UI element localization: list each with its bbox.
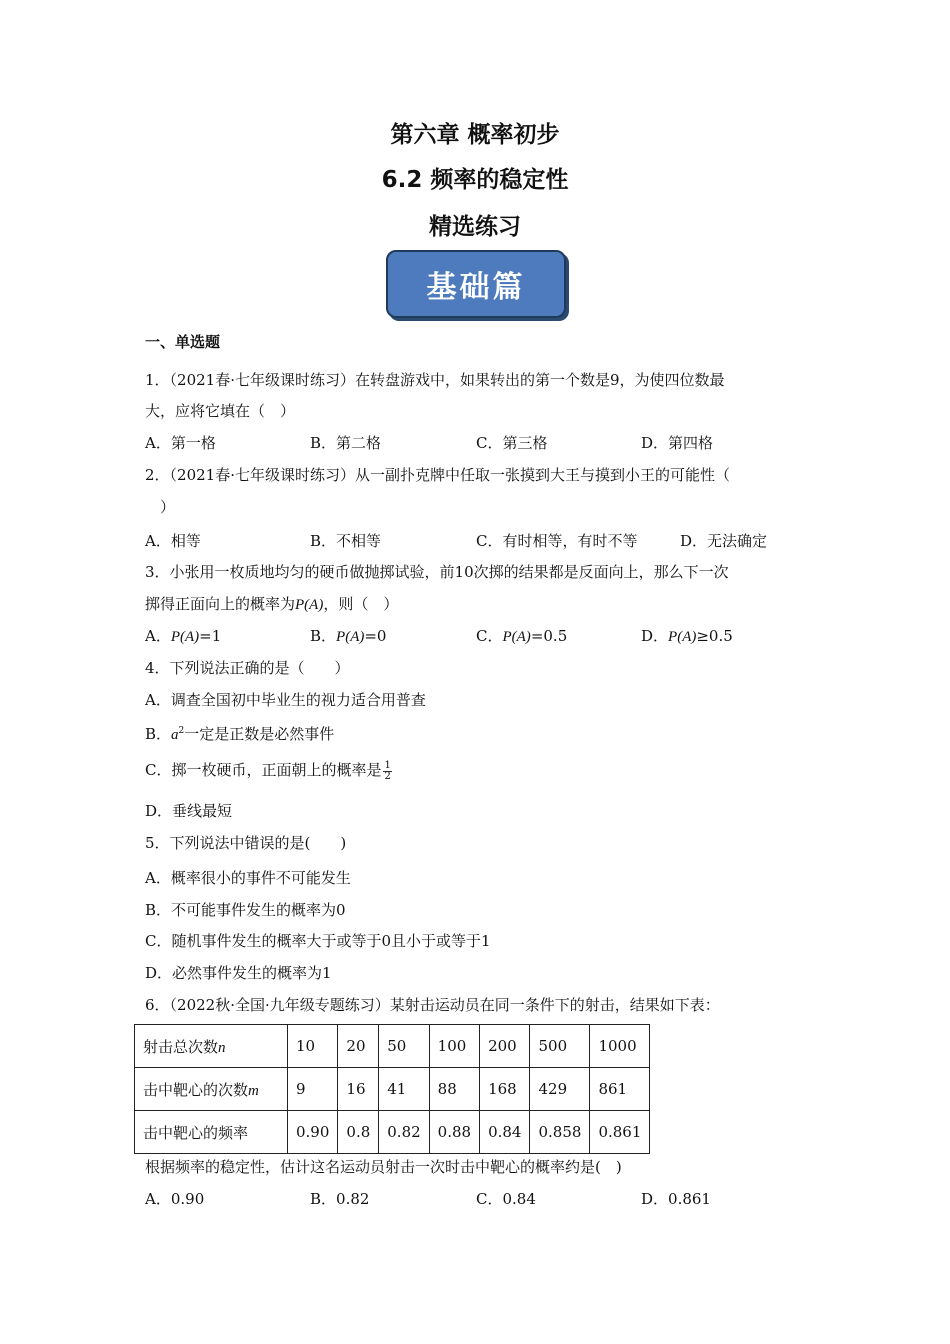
q4-option-a: A．调查全国初中毕业生的视力适合用普查 [145,691,426,709]
q6-question: 根据频率的稳定性，估计这名运动员射击一次时击中靶心的概率约是( ) [145,1158,622,1176]
q2-option-b: B．不相等 [310,532,382,550]
section-heading: 一、单选题 [145,333,221,351]
table-cell: 0.861 [590,1111,650,1154]
q6-stem: 6．（2022秋·全国·九年级专题练习）某射击运动员在同一条件下的射击，结果如下表： [145,996,720,1014]
results-table [134,1024,650,1154]
table-row-label: 射击总次数n [135,1025,288,1068]
table-cell: 500 [530,1025,590,1068]
table-cell: 0.8 [338,1111,379,1154]
level-badge-label: 基础篇 [426,270,526,305]
q1-option-b: B．第二格 [310,434,382,452]
table-row [135,1068,650,1111]
q3-option-d-value: ≥0.5 [696,627,733,645]
table-cell: 168 [480,1068,530,1111]
q3-option-b-letter: B． [310,627,337,645]
q4-option-b [145,721,334,745]
table-cell: 200 [480,1025,530,1068]
q2-stem-line2: ） [160,498,176,516]
q3-stem-line2 [145,594,398,615]
var-m: m [248,1082,259,1099]
q4-stem: 4．下列说法正确的是（ ） [145,659,350,677]
q3-option-d-letter: D． [641,627,669,645]
table-row [135,1025,650,1068]
q4-half-den: 2 [384,770,391,782]
q3-stem-text: 掷得正面向上的概率为 [145,595,296,613]
q1-option-d: D．第四格 [641,434,714,452]
q5-option-b: B．不可能事件发生的概率为0 [145,901,346,919]
q3-option-c-value: =0.5 [530,627,568,645]
table-cell: 88 [429,1068,479,1111]
q1-stem-line1: 1．（2021春·七年级课时练习）在转盘游戏中，如果转出的第一个数是9，为使四位数最 [145,371,725,389]
section-title: 6.2 频率的稳定性 [381,167,569,193]
table-cell: 20 [338,1025,379,1068]
q4-option-b-letter: B． [145,725,172,743]
q4-half-num: 1 [384,759,391,771]
table-cell: 50 [379,1025,429,1068]
level-badge [386,250,566,318]
table-cell: 0.84 [480,1111,530,1154]
q3-option-d-pa: P(A) [668,629,697,645]
q4-option-c-text: C．掷一枚硬币，正面朝上的概率是 [145,761,382,779]
q4-option-c [145,760,392,782]
table-row [135,1111,650,1154]
q1-option-c: C．第三格 [476,434,548,452]
q2-option-a: A．相等 [145,532,201,550]
q2-option-c: C．有时相等，有时不等 [476,532,638,550]
q1-option-a: A．第一格 [145,434,216,452]
q3-option-c-letter: C． [476,627,503,645]
q5-option-d: D．必然事件发生的概率为1 [145,964,332,982]
table-cell: 429 [530,1068,590,1111]
q3-option-b [310,626,386,647]
table-cell: 10 [288,1025,338,1068]
q3-option-b-pa: P(A) [336,629,365,645]
table-cell: 1000 [590,1025,650,1068]
q3-option-c-pa: P(A) [502,629,531,645]
q3-option-b-value: =0 [364,627,387,645]
q6-option-d: D．0.861 [641,1190,711,1208]
subtitle: 精选练习 [429,214,521,240]
q3-stem-line1: 3．小张用一枚质地均匀的硬币做抛掷试验，前10次掷的结果都是反面向上，那么下一次 [145,563,729,581]
q2-stem-line1: 2．（2021春·七年级课时练习）从一副扑克牌中任取一张摸到大王与摸到小王的可能性（ [145,466,730,484]
table-cell: 9 [288,1068,338,1111]
q4-option-d: D．垂线最短 [145,802,233,820]
q6-option-c: C．0.84 [476,1190,536,1208]
q3-option-a-pa: P(A) [170,629,200,645]
q4-a-exp: 2 [178,726,185,736]
table-cell: 0.90 [288,1111,338,1154]
q3-stem-tail: ，则（ ） [323,595,399,613]
q5-option-c: C．随机事件发生的概率大于或等于0且小于或等于1 [145,932,491,950]
q3-option-a-letter: A． [145,627,171,645]
q3-option-d [641,626,733,647]
table-cell: 16 [338,1068,379,1111]
var-n: n [218,1039,226,1056]
q3-option-a [145,626,221,647]
chapter-title: 第六章 概率初步 [390,122,560,148]
table-row-label: 击中靶心的频率 [135,1111,288,1154]
q4-half-fraction [383,761,391,782]
q3-pa: P(A) [295,597,324,613]
q6-option-b: B．0.82 [310,1190,370,1208]
table-cell: 100 [429,1025,479,1068]
q5-option-a: A．概率很小的事件不可能发生 [145,869,351,887]
q6-option-a: A．0.90 [145,1190,205,1208]
q4-option-b-text: 一定是正数是必然事件 [184,725,335,743]
q1-stem-line2: 大，应将它填在（ ） [145,402,296,420]
table-row-label: 击中靶心的次数m [135,1068,288,1111]
q5-stem: 5．下列说法中错误的是( ) [145,834,347,852]
q3-option-c [476,626,567,647]
table-cell: 0.858 [530,1111,590,1154]
q2-option-d: D．无法确定 [680,532,768,550]
q3-option-a-value: =1 [199,627,222,645]
table-cell: 0.88 [429,1111,479,1154]
table-cell: 0.82 [379,1111,429,1154]
q4-a-base: a [171,727,179,743]
table-cell: 861 [590,1068,650,1111]
table-cell: 41 [379,1068,429,1111]
